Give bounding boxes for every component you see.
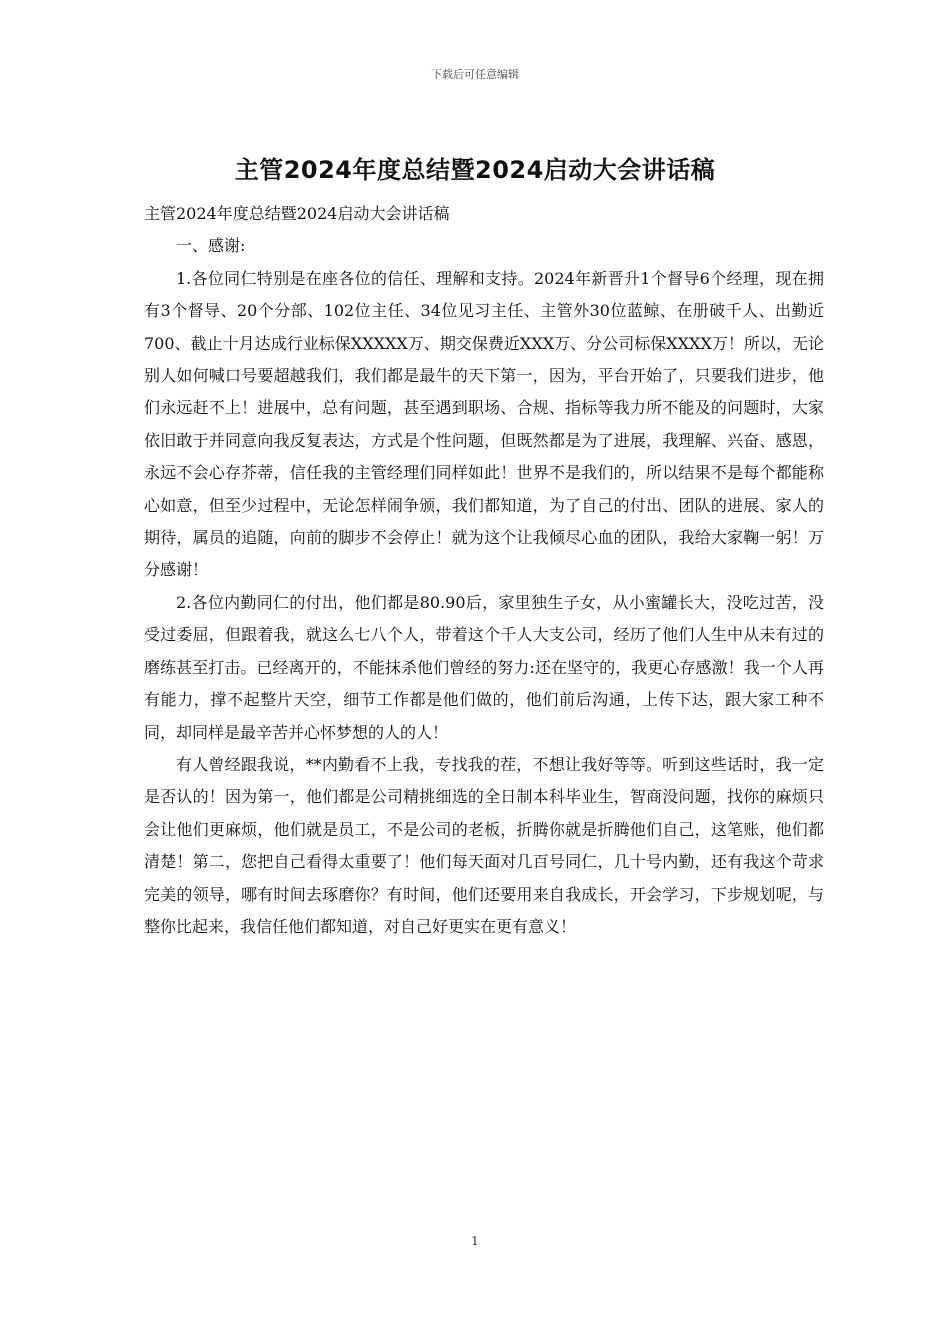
page-number: 1 xyxy=(471,1234,479,1248)
document-title: 主管2024年度总结暨2024启动大会讲话稿 xyxy=(234,156,716,184)
body-paragraph: 1.各位同仁特别是在座各位的信任、理解和支持。2024年新晋升1个督导6个经理，现在拥有3个督导、20个分部、102位主任、34位见习主任、主管外30位蓝鲸、在册破千人、出勤近700、截止十月达成行业标保XXXXX万、期交保费近XXX万、分公司标保XXXX万！所以，无论别人如何喊口号要超越我们，我们都是最牛的天下第一，因为，平台开始了，只要我们进步，他们永远赶不上！进展中，总有问题，甚至遇到职场、合规、指标等我力所不能及的问题时，大家依旧敢于并同意向我反复表达，方式是个性问题，但既然都是为了进展，我理解、兴奋、感恩，永远不会心存芥蒂，信任我的主管经理们同样如此！世界不是我们的，所以结果不是每个都能称心如意，但至少过程中，无论怎样闹争颁，我们都知道，为了自己的付出、团队的进展、家人的期待，属员的追随，向前的脚步不会停止！就为这个让我倾尽心血的团队，我给大家鞠一躬！万分感谢！ xyxy=(144,268,824,580)
body-paragraph: 2.各位内勤同仁的付出，他们都是80.90后，家里独生子女，从小蜜罐长大，没吃过苦，没受过委屈，但跟着我，就这么七八个人，带着这个千人大支公司，经历了他们人生中从未有过的磨练甚至打击。已经离开的，不能抹杀他们曾经的努力:还在坚守的，我更心存感激！我一个人再有能力，撑不起整片天空，细节工作都是他们做的，他们前后沟通，上传下达，跟大家工种不同，却同样是最辛苦并心怀梦想的人的人！ xyxy=(144,592,824,742)
subtitle-paragraph: 主管2024年度总结暨2024启动大会讲话稿 xyxy=(144,204,450,223)
header-note: 下载后可任意编辑 xyxy=(431,68,519,81)
document-body xyxy=(144,198,824,943)
body-paragraph: 有人曾经跟我说，**内勤看不上我，专找我的茬，不想让我好等等。听到这些话时，我一定是否认的！因为第一，他们都是公司精挑细选的全日制本科毕业生，智商没问题，找你的麻烦只会让他们更麻烦，他们就是员工，不是公司的老板，折腾你就是折腾他们自己，这笔账，他们都清楚！第二，您把自己看得太重要了！他们每天面对几百号同仁，几十号内勤，还有我这个苛求完美的领导，哪有时间去琢磨你？有时间，他们还要用来自我成长，开会学习，下步规划呢，与整你比起来，我信任他们都知道，对自己好更实在更有意义！ xyxy=(144,754,824,936)
section-heading: 一、感谢: xyxy=(176,236,246,256)
